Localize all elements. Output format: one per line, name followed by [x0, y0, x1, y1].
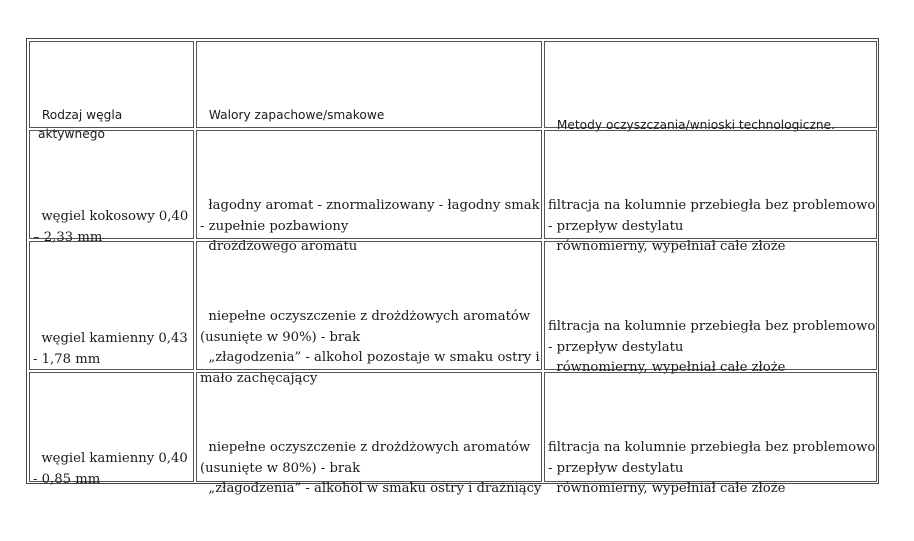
cell-text: filtracja na kolumnie przebiegła bez problemowo - przepływ destylatu równomierny, wypełniał całe złoże	[548, 440, 876, 496]
cell-text: filtracja na kolumnie przebiegła bez problemowo - przepływ destylatu równomierny, wypełniał całe złoże	[548, 319, 876, 375]
data-table	[26, 38, 879, 496]
table-header-cell	[544, 41, 877, 132]
cell-text: węgiel kamienny 0,43 - 1,78 mm	[33, 331, 188, 367]
header-text: Metody oczyszczania/wnioski technologiczne.	[553, 118, 835, 132]
table-cell	[544, 130, 877, 254]
cell-text: niepełne oczyszczenie z drożdżowych aromatów (usunięte w 80%) - brak „złagodzenia” - alkohol w smaku ostry i drażniący	[200, 440, 542, 496]
table-header-cell	[196, 41, 542, 128]
table-cell	[196, 372, 542, 496]
header-text: Rodzaj węgla aktywnego	[38, 108, 123, 141]
cell-text: filtracja na kolumnie przebiegła bez problemowo - przepływ destylatu równomierny, wypełniał całe złoże	[548, 198, 876, 254]
table-cell	[544, 241, 877, 375]
table-cell	[196, 130, 542, 254]
table-cell	[29, 241, 194, 370]
table-cell	[196, 241, 542, 386]
cell-text: niepełne oczyszczenie z drożdżowych aromatów (usunięte w 90%) - brak „złagodzenia” - alkohol pozostaje w smaku ostry i mało zachęcający	[200, 309, 540, 386]
cell-text: łagodny aromat - znormalizowany - łagodny smak - zupełnie pozbawiony drożdżowego aromatu	[200, 198, 540, 254]
table-header-cell	[29, 41, 194, 141]
header-text: Walory zapachowe/smakowe	[205, 108, 385, 122]
cell-text: węgiel kokosowy 0,40 – 2,33 mm	[33, 209, 189, 245]
cell-text: węgiel kamienny 0,40 - 0,85 mm	[33, 451, 188, 487]
table-cell	[29, 130, 194, 245]
table-cell	[29, 372, 194, 487]
table-cell	[544, 372, 877, 496]
